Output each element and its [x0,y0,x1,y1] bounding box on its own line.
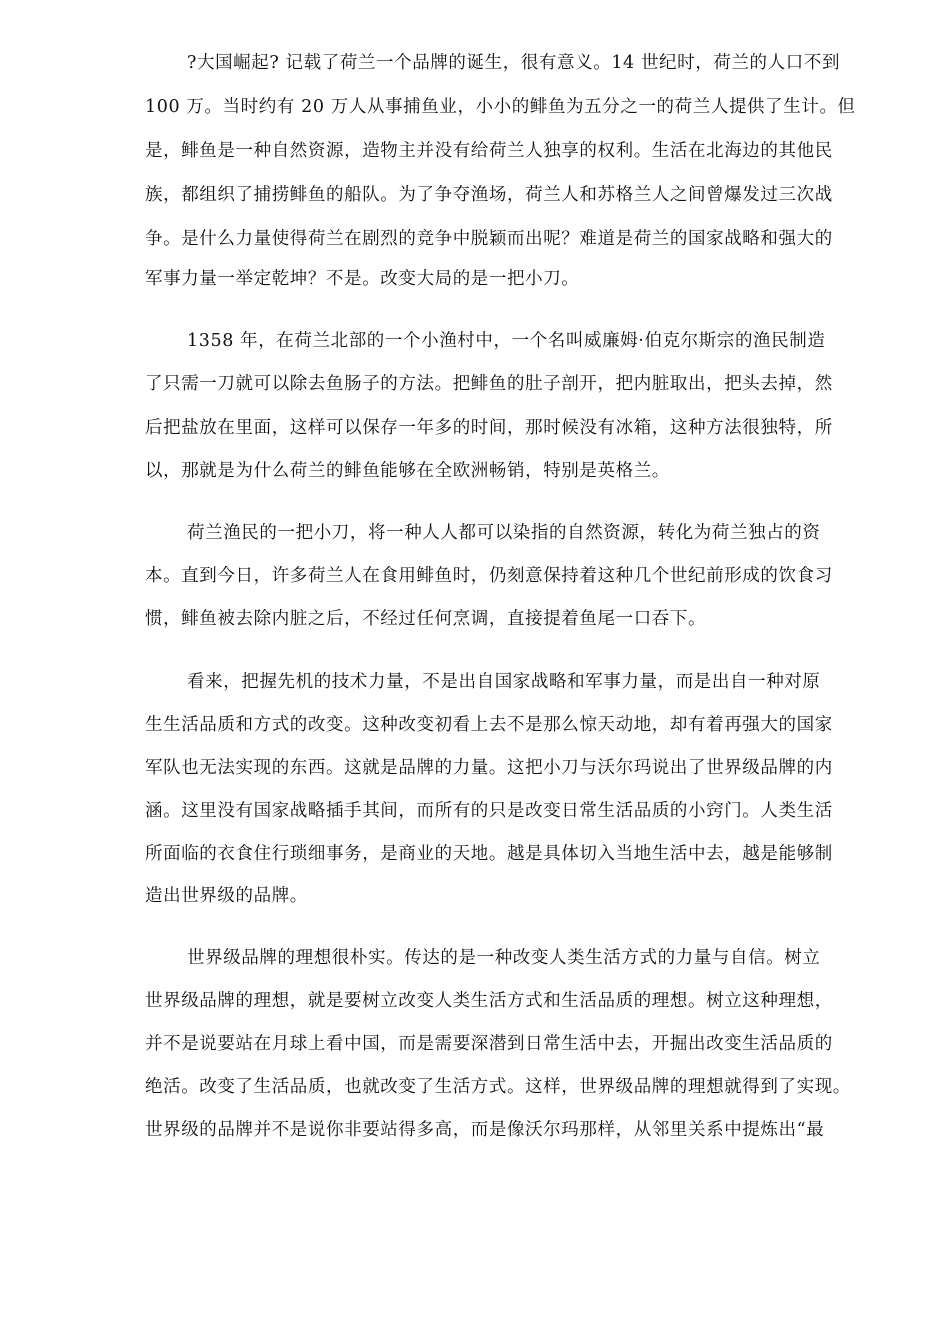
paragraph-line: 军队也无法实现的东西。这就是品牌的力量。这把小刀与沃尔玛说出了世界级品牌的内 [145,758,833,778]
paragraph-line: 并不是说要站在月球上看中国，而是需要深潜到日常生活中去，开掘出改变生活品质的 [145,1034,833,1054]
paragraph-line: 1358 年，在荷兰北部的一个小渔村中，一个名叫威廉姆·伯克尔斯宗的渔民制造 [187,331,826,351]
paragraph-line: 争。是什么力量使得荷兰在剧烈的竞争中脱颖而出呢？难道是荷兰的国家战略和强大的 [145,229,833,249]
paragraph-line: 造出世界级的品牌。 [145,886,308,906]
paragraph-line: 军事力量一举定乾坤？不是。改变大局的是一把小刀。 [145,269,580,289]
paragraph-line: 世界级品牌的理想，就是要树立改变人类生活方式和生活品质的理想。树立这种理想， [145,991,833,1011]
paragraph-line: 是，鲱鱼是一种自然资源，造物主并没有给荷兰人独享的权利。生活在北海边的其他民 [145,141,833,161]
paragraph-line: 荷兰渔民的一把小刀，将一种人人都可以染指的自然资源，转化为荷兰独占的资 [187,523,821,543]
paragraph-line: 以，那就是为什么荷兰的鲱鱼能够在全欧洲畅销，特别是英格兰。 [145,461,670,481]
paragraph-line: 涵。这里没有国家战略插手其间，而所有的只是改变日常生活品质的小窍门。人类生活 [145,801,833,821]
paragraph-line: 了只需一刀就可以除去鱼肠子的方法。把鲱鱼的肚子剖开，把内脏取出，把头去掉，然 [145,374,833,394]
paragraph-line: 本。直到今日，许多荷兰人在食用鲱鱼时，仍刻意保持着这种几个世纪前形成的饮食习 [145,566,833,586]
paragraph-line: 绝活。改变了生活品质，也就改变了生活方式。这样，世界级品牌的理想就得到了实现。 [145,1077,851,1097]
paragraph-line: 族，都组织了捕捞鲱鱼的船队。为了争夺渔场，荷兰人和苏格兰人之间曾爆发过三次战 [145,185,833,205]
paragraph-line: ?大国崛起? 记载了荷兰一个品牌的诞生，很有意义。14 世纪时，荷兰的人口不到 [187,53,841,73]
paragraph-line: 后把盐放在里面，这样可以保存一年多的时间，那时候没有冰箱，这种方法很独特，所 [145,418,833,438]
paragraph-line: 世界级的品牌并不是说你非要站得多高，而是像沃尔玛那样，从邻里关系中提炼出“最 [145,1120,825,1140]
paragraph-line: 惯，鲱鱼被去除内脏之后，不经过任何烹调，直接提着鱼尾一口吞下。 [145,609,707,629]
paragraph-line: 世界级品牌的理想很朴实。传达的是一种改变人类生活方式的力量与自信。树立 [187,948,821,968]
paragraph-line: 生生活品质和方式的改变。这种改变初看上去不是那么惊天动地，却有着再强大的国家 [145,715,833,735]
paragraph-line: 100 万。当时约有 20 万人从事捕鱼业，小小的鲱鱼为五分之一的荷兰人提供了生计。但 [145,97,856,117]
paragraph-line: 所面临的衣食住行琐细事务，是商业的天地。越是具体切入当地生活中去，越是能够制 [145,844,833,864]
paragraph-line: 看来，把握先机的技术力量，不是出自国家战略和军事力量，而是出自一种对原 [187,672,821,692]
